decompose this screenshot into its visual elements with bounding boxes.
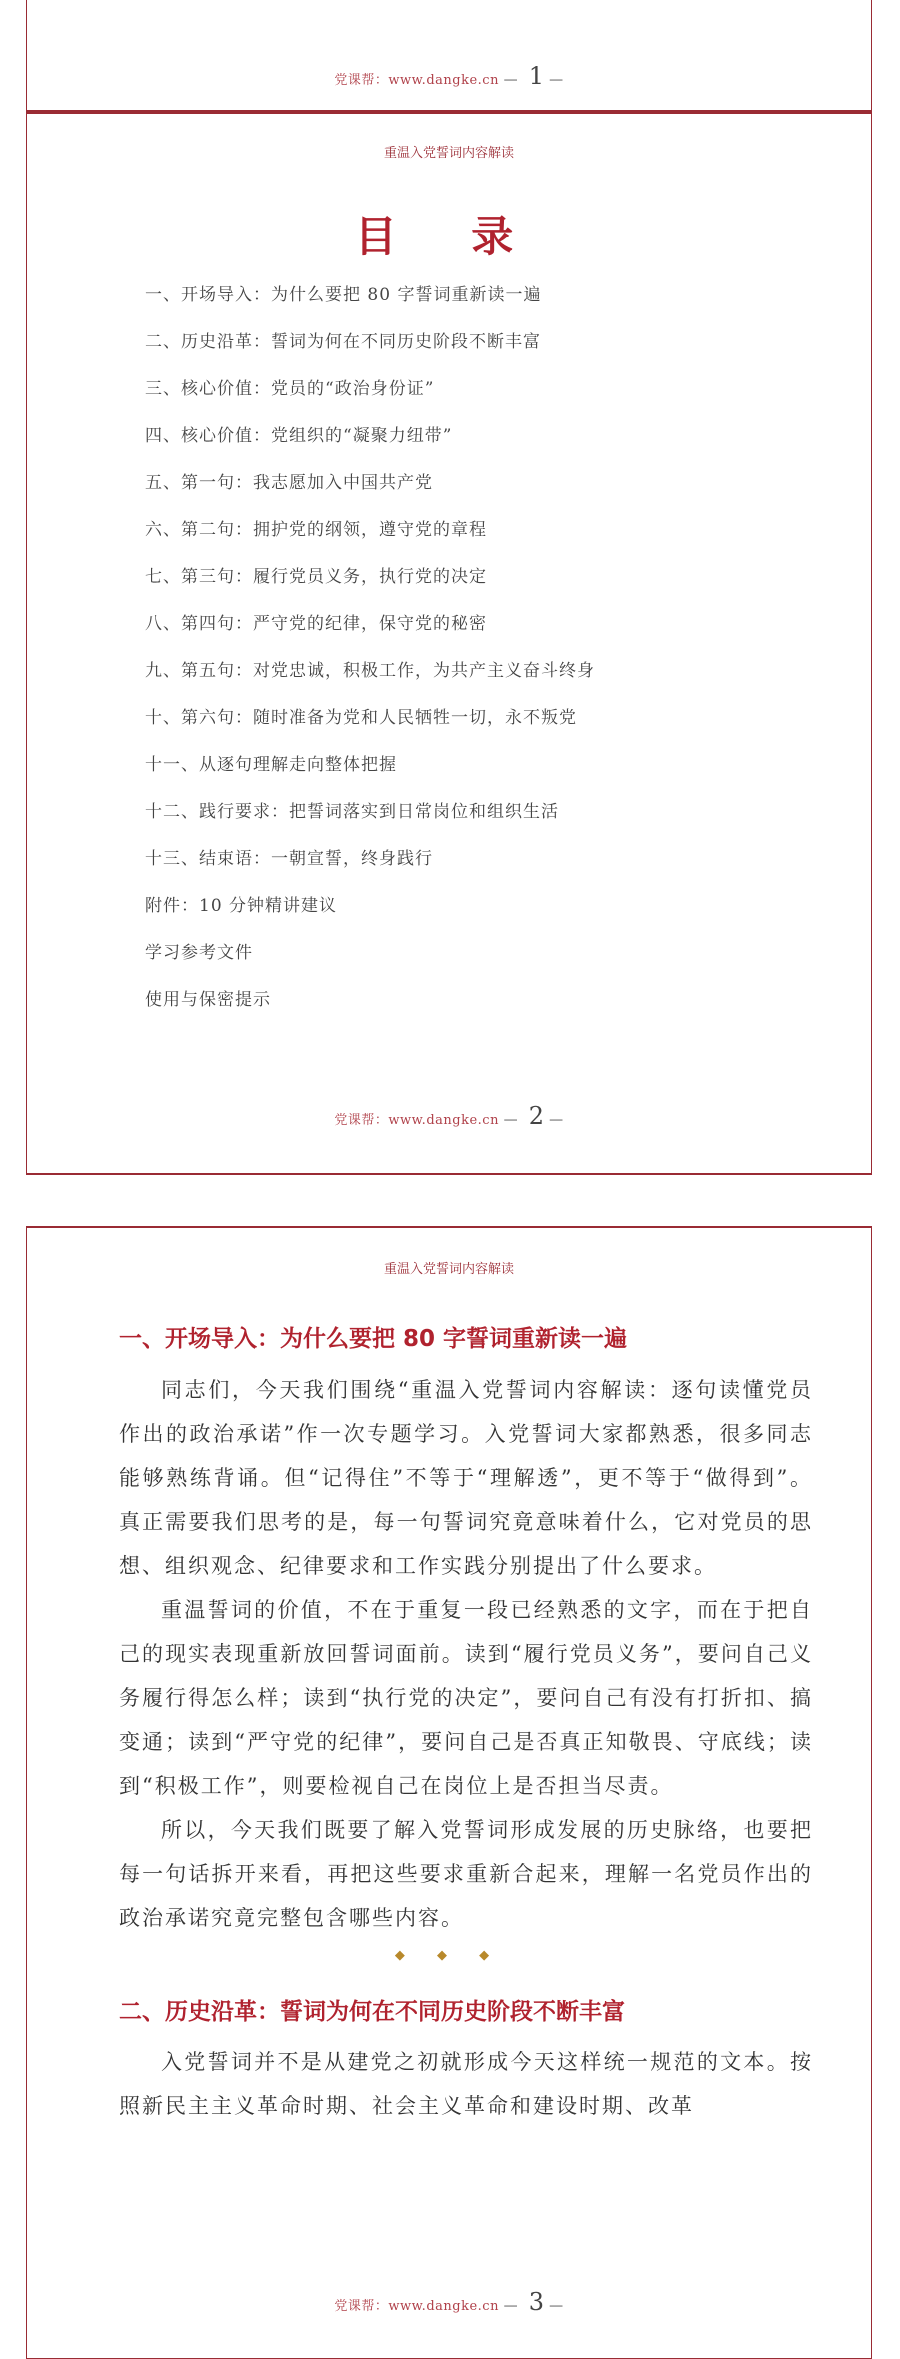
toc-item: 十三、结束语：一朝宣誓，终身践行 — [145, 849, 433, 869]
page-number: 1 — [528, 62, 545, 90]
paragraph: 所以，今天我们既要了解入党誓词形成发展的历史脉络，也要把每一句话拆开来看，再把这些要求重新合起来，理解一名党员作出的政治承诺究竟完整包含哪些内容。 — [119, 1818, 813, 1930]
toc-item: 三、核心价值：党员的“政治身份证” — [145, 379, 435, 399]
toc-item: 十、第六句：随时准备为党和人民牺牲一切，永不叛党 — [145, 708, 577, 728]
toc-item: 四、核心价值：党组织的“凝聚力纽带” — [145, 426, 453, 446]
page-1 — [26, 0, 872, 112]
toc-item: 十二、践行要求：把誓词落实到日常岗位和组织生活 — [145, 802, 559, 822]
running-head: 重温入党誓词内容解读 — [383, 146, 514, 161]
toc-item: 一、开场导入：为什么要把 80 字誓词重新读一遍 — [145, 285, 542, 305]
toc-item: 使用与保密提示 — [145, 990, 271, 1010]
footer-site: 党课帮：www.dangke.cn — [334, 2299, 499, 2314]
running-head: 重温入党誓词内容解读 — [383, 1262, 514, 1277]
toc-title: 目 录 — [354, 212, 544, 261]
footer-site: 党课帮：www.dangke.cn — [334, 73, 499, 88]
toc-item: 五、第一句：我志愿加入中国共产党 — [145, 473, 433, 493]
toc-item: 学习参考文件 — [145, 943, 253, 963]
section-heading: 二、历史沿革：誓词为何在不同历史阶段不断丰富 — [119, 1999, 625, 2025]
paragraph: 入党誓词并不是从建党之初就形成今天这样统一规范的文本。按照新民主主义革命时期、社会主义革命和建设时期、改革 — [119, 2050, 813, 2118]
section-divider: ◆ ◆ ◆ — [394, 1948, 504, 1963]
page-3 — [26, 1226, 872, 2359]
paragraph: 重温誓词的价值，不在于重复一段已经熟悉的文字，而在于把自己的现实表现重新放回誓词面前。读到“履行党员义务”，要问自己义务履行得怎么样；读到“执行党的决定”，要问自己有没有打折扣、搞变通；读到“严守党的纪律”，要问自己是否真正知敬畏、守底线；读到“积极工作”，则要检视自己在岗位上是否担当尽责。 — [119, 1598, 813, 1798]
toc-list — [145, 272, 595, 1024]
page-2 — [26, 112, 872, 1175]
page-number: 2 — [528, 1102, 545, 1130]
page-footer: 党课帮：www.dangke.cn — 3 — — [334, 2288, 564, 2316]
footer-site: 党课帮：www.dangke.cn — [334, 1113, 499, 1128]
toc-item: 七、第三句：履行党员义务，执行党的决定 — [145, 567, 487, 587]
toc-item: 八、第四句：严守党的纪律，保守党的秘密 — [145, 614, 487, 634]
toc-item: 附件：10 分钟精讲建议 — [145, 896, 338, 916]
paragraph: 同志们，今天我们围绕“重温入党誓词内容解读：逐句读懂党员作出的政治承诺”作一次专题学习。入党誓词大家都熟悉，很多同志能够熟练背诵。但“记得住”不等于“理解透”，更不等于“做得到”。真正需要我们思考的是，每一句誓词究竟意味着什么，它对党员的思想、组织观念、纪律要求和工作实践分别提出了什么要求。 — [119, 1378, 813, 1578]
page-number: 3 — [528, 2288, 545, 2316]
toc-item: 十一、从逐句理解走向整体把握 — [145, 755, 397, 775]
toc-item: 二、历史沿革：誓词为何在不同历史阶段不断丰富 — [145, 332, 541, 352]
toc-item: 六、第二句：拥护党的纲领，遵守党的章程 — [145, 520, 487, 540]
toc-item: 九、第五句：对党忠诚，积极工作，为共产主义奋斗终身 — [145, 661, 595, 681]
page-footer: 党课帮：www.dangke.cn — 1 — — [334, 62, 564, 90]
page-footer: 党课帮：www.dangke.cn — 2 — — [334, 1102, 564, 1130]
section-heading: 一、开场导入：为什么要把 80 字誓词重新读一遍 — [119, 1326, 628, 1352]
